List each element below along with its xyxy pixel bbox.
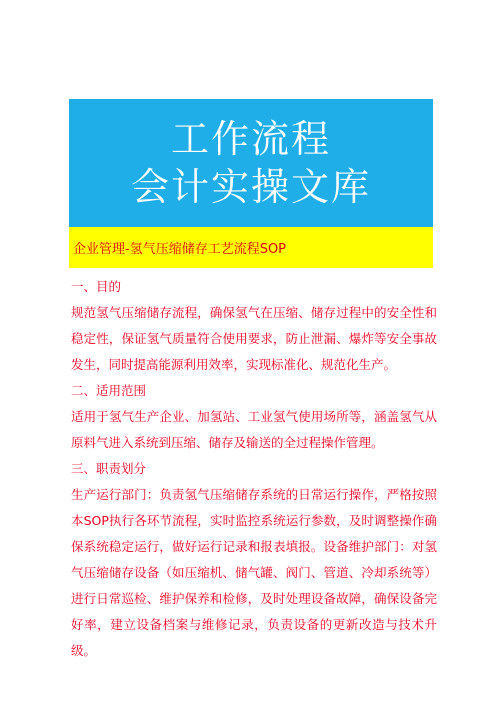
section-heading-purpose: 一、目的 [71, 279, 122, 294]
section-heading-scope: 二、适用范围 [71, 383, 147, 398]
section-body-purpose: 规范氢气压缩储存流程，确保氢气在压缩、储存过程中的安全性和稳定性，保证氢气质量符合使用要求，防止泄漏、爆炸等安全事故发生，同时提高能源利用效率，实现标准化、规范化生产。 [71, 305, 437, 372]
subtitle-bar [69, 227, 433, 268]
document-subtitle: 企业管理-氢气压缩储存工艺流程SOP [73, 242, 287, 257]
title-banner [69, 99, 433, 227]
banner-title-line-1: 工作流程 [170, 117, 331, 161]
document-body [71, 274, 437, 664]
section-body-scope: 适用于氢气生产企业、加氢站、工业氢气使用场所等，涵盖氢气从原料气进入系统到压缩、储存及输送的全过程操作管理。 [71, 409, 437, 450]
banner-title-line-2: 会计实操文库 [130, 165, 371, 209]
section-heading-responsibilities: 三、职责划分 [71, 461, 147, 476]
section-body-responsibilities: 生产运行部门：负责氢气压缩储存系统的日常运行操作，严格按照本SOP执行各环节流程，实时监控系统运行参数，及时调整操作确保系统稳定运行，做好运行记录和报表填报。设备维护部门：对氢气压缩储存设备（如压缩机、储气罐、阀门、管道、冷却系统等）进行日常巡检、维护保养和检修，及时处理设备故障，确保设备完好率，建立设备档案与维修记录，负责设备的更新改造与技术升级。 [71, 487, 437, 658]
